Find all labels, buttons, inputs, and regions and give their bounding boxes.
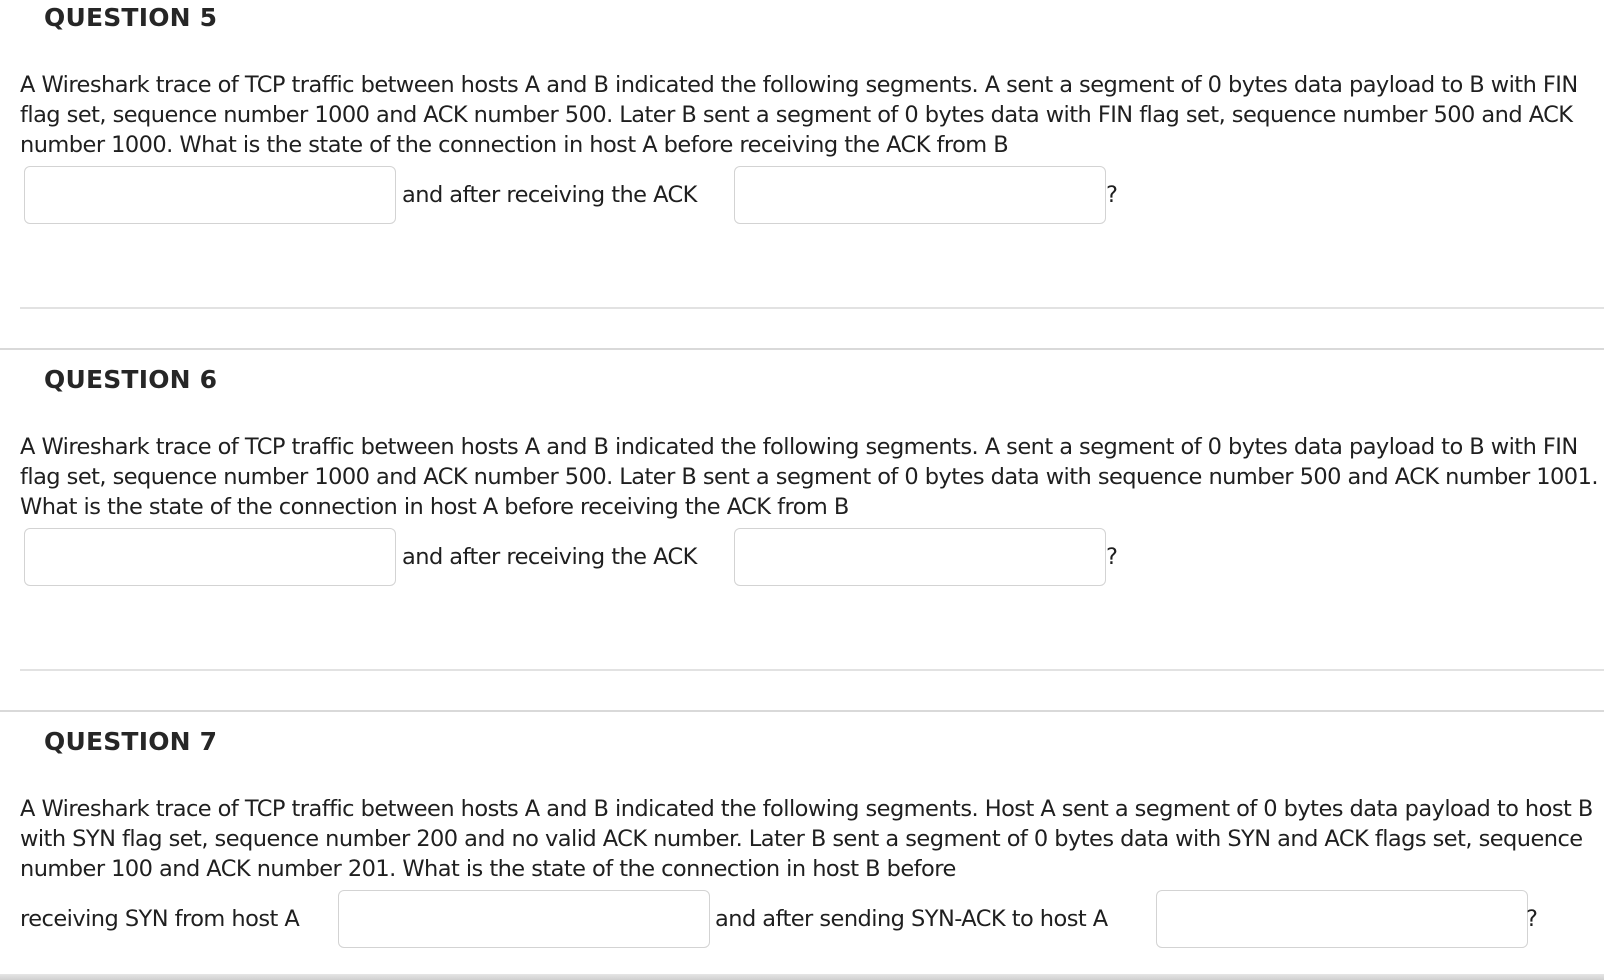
question-separator <box>0 710 1604 712</box>
question-mark: ? <box>1106 544 1118 570</box>
middle-text: and after receiving the ACK <box>402 544 697 570</box>
question-divider <box>20 307 1604 309</box>
question-mark: ? <box>1106 182 1118 208</box>
answer-input-after[interactable] <box>1156 890 1528 948</box>
lead-text: receiving SYN from host A <box>20 906 300 932</box>
question-text: A Wireshark trace of TCP traffic between hosts A and B indicated the following segments. A sent a segment of 0 bytes data payload to B with FIN flag set, sequence number 1000 and ACK number 500. Later B sent a segment of 0 bytes data with FIN flag set, sequence number 500 and ACK number 1000. What is the state of the connection in host A before receiving the ACK from B <box>20 72 1578 158</box>
middle-text: and after sending SYN-ACK to host A <box>715 906 1108 932</box>
bottom-edge-shadow <box>0 974 1604 980</box>
question-title: QUESTION 6 <box>44 365 218 394</box>
answer-line <box>0 166 1604 226</box>
middle-text: and after receiving the ACK <box>402 182 697 208</box>
question-mark: ? <box>1526 906 1538 932</box>
answer-line <box>0 528 1604 588</box>
question-divider <box>20 669 1604 671</box>
answer-input-after[interactable] <box>734 528 1106 586</box>
question-text: A Wireshark trace of TCP traffic between hosts A and B indicated the following segments. A sent a segment of 0 bytes data payload to B with FIN flag set, sequence number 1000 and ACK number 500. Later B sent a segment of 0 bytes data with sequence number 500 and ACK number 1001. What is the state of the connection in host A before receiving the ACK from B <box>20 434 1598 520</box>
answer-input-before[interactable] <box>338 890 710 948</box>
answer-line <box>0 890 1604 950</box>
answer-input-after[interactable] <box>734 166 1106 224</box>
question-title: QUESTION 5 <box>44 3 218 32</box>
answer-input-before[interactable] <box>24 166 396 224</box>
answer-input-before[interactable] <box>24 528 396 586</box>
question-title: QUESTION 7 <box>44 727 218 756</box>
question-separator <box>0 348 1604 350</box>
question-text: A Wireshark trace of TCP traffic between hosts A and B indicated the following segments. Host A sent a segment of 0 bytes data payload to host B with SYN flag set, sequence number 200 and no valid ACK number. Later B sent a segment of 0 bytes data with SYN and ACK flags set, sequence number 100 and ACK number 201. What is the state of the connection in host B before <box>20 796 1593 882</box>
